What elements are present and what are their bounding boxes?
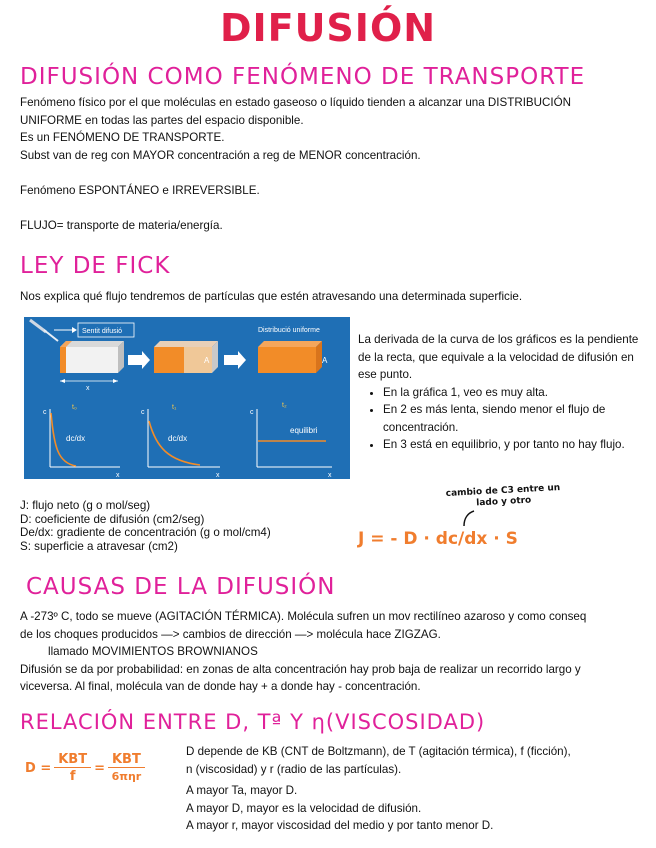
fig-label-uniform: Distribució uniforme — [258, 327, 320, 334]
fig-axis-x: x — [116, 472, 120, 479]
list-item: • En la gráfica 1, veo es muy alta. — [383, 384, 650, 402]
fick-formula: J = - D · dc/dx · S — [358, 529, 518, 549]
graph-bullets — [358, 384, 650, 454]
text-line: A mayor D, mayor es la velocidad de difusión. — [186, 801, 422, 815]
fig-graph1-label: dc/dx — [66, 434, 86, 443]
formula-numerator: KBT — [54, 752, 91, 768]
formula-numerator: KBT — [108, 752, 145, 768]
formula-lhs: D = — [25, 761, 52, 776]
def-line: J: flujo neto (g o mol/seg) — [20, 499, 151, 512]
page-title: DIFUSIÓN — [219, 6, 437, 50]
section-relation-body — [186, 743, 571, 835]
fig-axis-c: c — [250, 409, 254, 416]
text-line: Es un FENÓMENO DE TRANSPORTE. — [20, 131, 225, 144]
fig-axis-c: c — [141, 409, 145, 416]
fig-t2: t₂ — [282, 402, 287, 409]
text-line: A -273º C, todo se mueve (AGITACIÓN TÉRMICA). Molécula sufren un mov rectilíneo azaroso y como conseq — [20, 610, 587, 623]
text-line: D depende de KB (CNT de Boltzmann), de T (agitación térmica), f (ficción), — [186, 745, 571, 758]
formula-denominator: 6πηr — [111, 770, 142, 783]
fig-box-letter: A — [322, 356, 328, 365]
fig-graph3-label: equilibri — [290, 426, 318, 435]
fig-box-letter: A — [204, 356, 210, 365]
handwritten-note — [446, 483, 562, 511]
text-line: Fenómeno físico por el que moléculas en estado gaseoso o líquido tienden a alcanzar una DISTRIBUCIÓN — [20, 96, 572, 109]
fig-t1: t₁ — [172, 404, 177, 411]
text-line: de los choques producidos —> cambios de dirección —> molécula hace ZIGZAG. — [20, 627, 441, 641]
def-line: S: superficie a atravesar (cm2) — [20, 539, 178, 553]
section-transport-body — [20, 94, 571, 234]
fig-graph2-label: dc/dx — [168, 434, 188, 443]
fick-diagram — [24, 317, 350, 479]
text-line: llamado MOVIMIENTOS BROWNIANOS — [48, 645, 258, 658]
note-line: cambio de C3 entre un — [445, 483, 561, 500]
fig-axis-x: x — [86, 385, 90, 392]
text-line: Fenómeno ESPONTÁNEO e IRREVERSIBLE. — [20, 183, 260, 197]
list-item: • En 3 está en equilibrio, y por tanto no hay flujo. — [383, 436, 650, 454]
text-line: viceversa. Al final, molécula van de donde hay + a donde hay - concentración. — [20, 680, 421, 693]
note-line: lado y otro — [476, 495, 532, 509]
fig-axis-x: x — [328, 472, 332, 479]
note-arrow-icon — [460, 508, 480, 528]
section-heading-causes: CAUSAS DE LA DIFUSIÓN — [26, 574, 336, 600]
section-heading-transport: DIFUSIÓN COMO FENÓMENO DE TRANSPORTE — [20, 64, 586, 90]
formula-denominator: f — [69, 769, 76, 784]
section-heading-relation: RELACIÓN ENTRE D, Tª Y η(VISCOSIDAD) — [20, 710, 486, 734]
fig-label-direction: Sentit difusió — [82, 328, 123, 335]
stokes-einstein-formula — [24, 752, 145, 785]
section-heading-fick: LEY DE FICK — [20, 253, 171, 279]
text-line: n (viscosidad) y r (radio de las partículas). — [186, 762, 402, 776]
fig-axis-c: c — [43, 409, 47, 416]
def-line: De/dx: gradiente de concentración (g o mol/cm4) — [20, 526, 271, 539]
formula-equals: = — [94, 761, 105, 776]
text-line: Subst van de reg con MAYOR concentración a reg de MENOR concentración. — [20, 148, 421, 162]
fig-t0: t₀ — [72, 404, 77, 411]
fick-intro: Nos explica qué flujo tendremos de partículas que estén atravesando una determinada superficie. — [20, 290, 523, 303]
fick-definitions — [20, 499, 271, 553]
text-line: A mayor r, mayor viscosidad del medio y por tanto menor D. — [186, 819, 494, 832]
text-line: FLUJO= transporte de materia/energía. — [20, 218, 223, 232]
text-line: Difusión se da por probabilidad: en zonas de alta concentración hay prob baja de realizar un recorrido largo y — [20, 662, 581, 676]
fig-axis-x: x — [216, 472, 220, 479]
fick-explanation — [358, 331, 650, 454]
def-line: D: coeficiente de difusión (cm2/seg) — [20, 512, 205, 526]
text-line: UNIFORME en todas las partes del espacio disponible. — [20, 113, 304, 127]
section-causes-body — [20, 608, 586, 696]
text-line: A mayor Ta, mayor D. — [186, 784, 298, 797]
derivative-text: La derivada de la curva de los gráficos es la pendiente de la recta, que equivale a la velocidad de difusión en ese punto. — [358, 333, 639, 381]
list-item: • En 2 es más lenta, siendo menor el flujo de concentración. — [383, 401, 650, 436]
